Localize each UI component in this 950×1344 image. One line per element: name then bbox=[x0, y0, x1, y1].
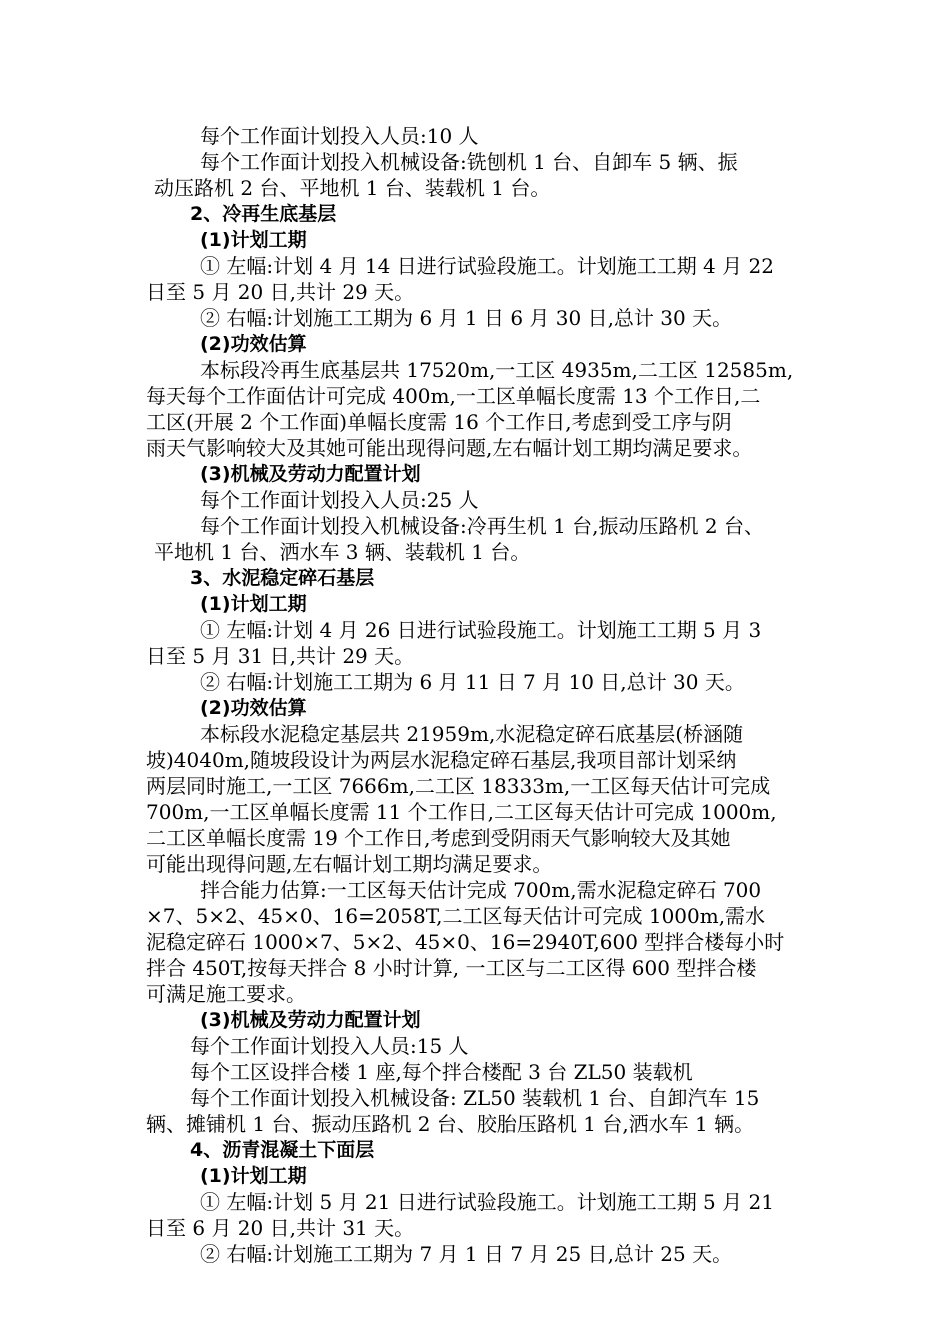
subsection-heading: (1)计划工期 bbox=[200, 593, 307, 615]
paragraph-line: 拌合 450T,按每天拌合 8 小时计算, 一工区与二工区得 600 型拌合楼 bbox=[146, 956, 757, 980]
paragraph-line: 动压路机 2 台、平地机 1 台、装载机 1 台。 bbox=[154, 176, 551, 200]
paragraph-line: 两层同时施工,一工区 7666m,二工区 18333m,一工区每天估计可完成 bbox=[146, 774, 771, 798]
paragraph-line: 平地机 1 台、洒水车 3 辆、装载机 1 台。 bbox=[154, 540, 531, 564]
paragraph-line: ② 右幅:计划施工工期为 7 月 1 日 7 月 25 日,总计 25 天。 bbox=[200, 1242, 733, 1266]
subsection-heading: (3)机械及劳动力配置计划 bbox=[200, 463, 421, 485]
paragraph-line: 每天每个工作面估计可完成 400m,一工区单幅长度需 13 个工作日,二 bbox=[146, 384, 761, 408]
paragraph-line: 工区(开展 2 个工作面)单幅长度需 16 个工作日,考虑到受工序与阴 bbox=[146, 410, 732, 434]
paragraph-line: 每个工作面计划投入机械设备:冷再生机 1 台,振动压路机 2 台、 bbox=[200, 514, 764, 538]
paragraph-line: ① 左幅:计划 4 月 26 日进行试验段施工。计划施工工期 5 月 3 bbox=[200, 618, 762, 642]
paragraph-line: ① 左幅:计划 5 月 21 日进行试验段施工。计划施工工期 5 月 21 bbox=[200, 1190, 774, 1214]
paragraph-line: 每个工作面计划投入机械设备:铣刨机 1 台、自卸车 5 辆、振 bbox=[200, 150, 738, 174]
paragraph-line: 坡)4040m,随坡段设计为两层水泥稳定碎石基层,我项目部计划采纳 bbox=[146, 748, 737, 772]
subsection-heading: (1)计划工期 bbox=[200, 229, 307, 251]
subsection-heading: (3)机械及劳动力配置计划 bbox=[200, 1009, 421, 1031]
paragraph-line: 泥稳定碎石 1000×7、5×2、45×0、16=2940T,600 型拌合楼每小时 bbox=[146, 930, 785, 954]
section-heading: 3、水泥稳定碎石基层 bbox=[190, 567, 375, 589]
paragraph-line: 每个工作面计划投入机械设备: ZL50 装载机 1 台、自卸汽车 15 bbox=[190, 1086, 760, 1110]
section-heading: 4、沥青混凝土下面层 bbox=[190, 1139, 375, 1161]
paragraph-line: 日至 5 月 31 日,共计 29 天。 bbox=[146, 644, 415, 668]
paragraph-line: 可能出现得问题,左右幅计划工期均满足要求。 bbox=[146, 852, 553, 876]
paragraph-line: 本标段冷再生底基层共 17520m,一工区 4935m,二工区 12585m, bbox=[200, 358, 794, 382]
paragraph-line: 日至 6 月 20 日,共计 31 天。 bbox=[146, 1216, 415, 1240]
paragraph-line: ① 左幅:计划 4 月 14 日进行试验段施工。计划施工工期 4 月 22 bbox=[200, 254, 774, 278]
paragraph-line: 雨天气影响较大及其她可能出现得问题,左右幅计划工期均满足要求。 bbox=[146, 436, 753, 460]
paragraph-line: 每个工作面计划投入人员:25 人 bbox=[200, 488, 479, 512]
paragraph-line: 可满足施工要求。 bbox=[146, 982, 306, 1006]
paragraph-line: ② 右幅:计划施工工期为 6 月 11 日 7 月 10 日,总计 30 天。 bbox=[200, 670, 745, 694]
paragraph-line: 700m,一工区单幅长度需 11 个工作日,二工区每天估计可完成 1000m, bbox=[146, 800, 777, 824]
paragraph-line: 每个工作面计划投入人员:10 人 bbox=[200, 124, 479, 148]
paragraph-line: 二工区单幅长度需 19 个工作日,考虑到受阴雨天气影响较大及其她 bbox=[146, 826, 731, 850]
paragraph-line: ×7、5×2、45×0、16=2058T,二工区每天估计可完成 1000m,需水 bbox=[146, 904, 766, 928]
paragraph-line: 辆、摊铺机 1 台、振动压路机 2 台、胶胎压路机 1 台,洒水车 1 辆。 bbox=[146, 1112, 755, 1136]
subsection-heading: (2)功效估算 bbox=[200, 697, 307, 719]
paragraph-line: 本标段水泥稳定基层共 21959m,水泥稳定碎石底基层(桥涵随 bbox=[200, 722, 744, 746]
paragraph-line: 日至 5 月 20 日,共计 29 天。 bbox=[146, 280, 415, 304]
subsection-heading: (2)功效估算 bbox=[200, 333, 307, 355]
paragraph-line: 每个工作面计划投入人员:15 人 bbox=[190, 1034, 469, 1058]
paragraph-line: 每个工区设拌合楼 1 座,每个拌合楼配 3 台 ZL50 装载机 bbox=[190, 1060, 693, 1084]
subsection-heading: (1)计划工期 bbox=[200, 1165, 307, 1187]
paragraph-line: ② 右幅:计划施工工期为 6 月 1 日 6 月 30 日,总计 30 天。 bbox=[200, 306, 733, 330]
paragraph-line: 拌合能力估算:一工区每天估计完成 700m,需水泥稳定碎石 700 bbox=[200, 878, 762, 902]
section-heading: 2、冷再生底基层 bbox=[190, 203, 337, 225]
